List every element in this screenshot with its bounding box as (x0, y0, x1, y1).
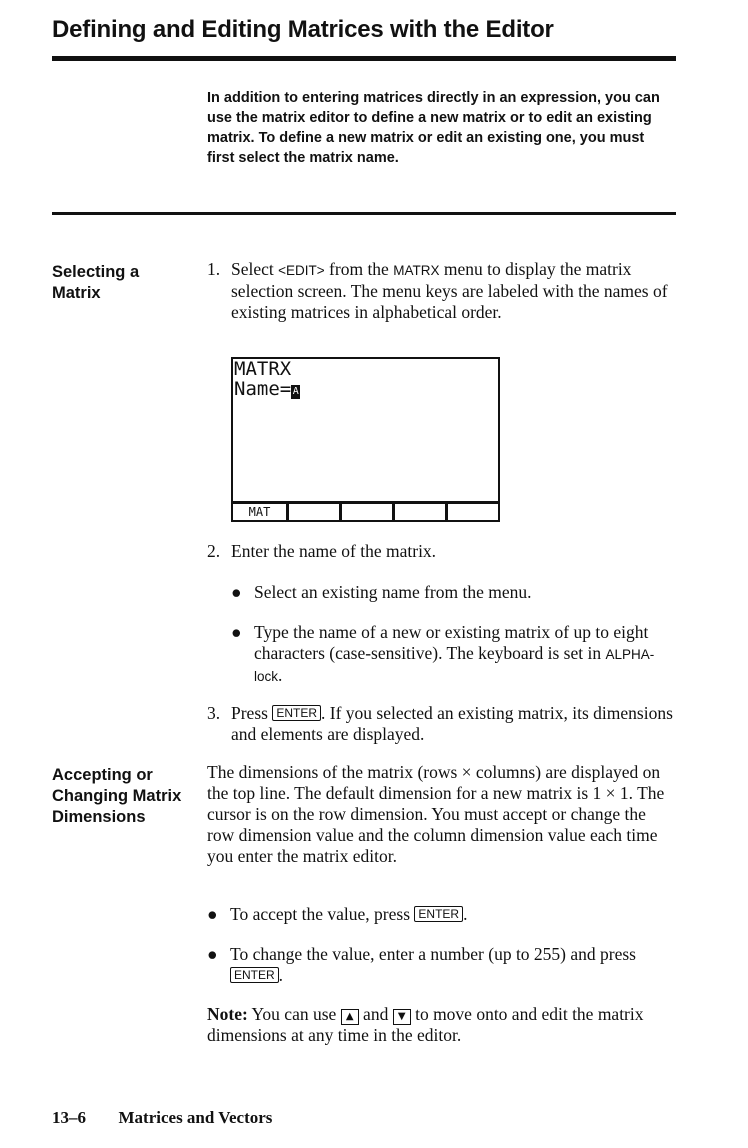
bullet-dot: ● (231, 622, 242, 642)
up-arrow-key-icon: ▲ (341, 1009, 359, 1025)
calculator-screen (231, 357, 500, 522)
note-paragraph (207, 1004, 677, 1046)
section-heading-line: Matrix (52, 284, 101, 302)
dimensions-paragraph: The dimensions of the matrix (rows × columns) are displayed on the top line. The default dimension for a new matrix is 1 × 1. The cursor is on the row dimension. You must accept or change the row dimension value and the column dimension value each time you enter the matrix editor. (207, 762, 665, 866)
screen-line-name (234, 379, 300, 399)
intro-rule (52, 212, 676, 215)
screen-menu-bar (233, 501, 498, 520)
matrx-menu-label: MATRX (393, 263, 440, 278)
enter-key: ENTER (230, 967, 279, 983)
page-number: 13–6 (52, 1108, 86, 1127)
step-text: Select (231, 259, 279, 279)
bullet-item (207, 944, 677, 986)
bullet-text: . (463, 904, 468, 924)
bullet-dot: ● (207, 904, 218, 924)
bullet-item (207, 904, 677, 925)
section-heading-dimensions (52, 765, 181, 828)
step-2 (207, 541, 677, 562)
step-number: 3. (207, 703, 221, 723)
step-number: 2. (207, 541, 221, 561)
screen-cursor: A (292, 386, 299, 397)
step-text: menu to display the matrix selection screen. The menu keys are labeled with the names of existing matrices in alphabetical order. (231, 259, 668, 322)
step-text: Enter the name of the matrix. (231, 541, 437, 561)
bullet-text: To change the value, enter a number (up to 255) and press (230, 944, 636, 964)
screen-name-prompt: Name= (234, 378, 292, 400)
bullet-text: . (278, 665, 283, 685)
alpha-lock-label: ALPHA-lock (254, 647, 655, 684)
menu-key-empty[interactable] (392, 504, 445, 520)
step-3 (207, 703, 677, 745)
enter-key: ENTER (272, 705, 321, 721)
enter-key: ENTER (414, 906, 463, 922)
bullet-text: To accept the value, press (230, 904, 415, 924)
section-heading-line: Changing Matrix (52, 787, 182, 805)
edit-menu-label: <EDIT> (278, 263, 325, 278)
bullet-dot: ● (207, 944, 218, 964)
step-1 (207, 259, 677, 323)
bullet-text: Type the name of a new or existing matrix of up to eight characters (case-sensitive). The keyboard is set in (254, 622, 649, 663)
menu-key-mat[interactable]: MAT (248, 505, 271, 519)
section-heading-line: Accepting or (52, 766, 153, 784)
step-text: . If you selected an existing matrix, its dimensions and elements are displayed. (231, 703, 673, 744)
section-heading-selecting-matrix (52, 262, 139, 304)
menu-key-empty[interactable] (286, 504, 339, 520)
bullet-text: Select an existing name from the menu. (254, 582, 532, 602)
screen-line-matrx: MATRX (234, 358, 292, 380)
section-heading-line: Dimensions (52, 808, 146, 826)
header-rule (52, 56, 676, 61)
page-title: Defining and Editing Matrices with the Editor (52, 16, 554, 43)
step-number: 1. (207, 259, 221, 279)
down-arrow-key-icon: ▼ (393, 1009, 411, 1025)
section-heading-line: Selecting a (52, 263, 140, 281)
bullet-dot: ● (231, 582, 242, 602)
note-text: and (358, 1004, 393, 1024)
bullet-text: . (278, 965, 284, 985)
bullet-item (231, 582, 677, 603)
note-text: to move onto and edit the matrix dimensions at any time in the editor. (207, 1004, 644, 1045)
menu-key-empty[interactable] (339, 504, 392, 520)
bullet-item (231, 622, 677, 687)
chapter-title: Matrices and Vectors (118, 1108, 273, 1127)
note-label: Note: (207, 1004, 248, 1024)
step-text: from the (324, 259, 394, 279)
note-text: You can use (247, 1004, 341, 1024)
menu-key-empty[interactable] (445, 504, 498, 520)
intro-paragraph: In addition to entering matrices directly in an expression, you can use the matrix editor to define a new matrix or to edit an existing matrix. To define a new matrix or edit an existing one, you must first select the matrix name. (207, 90, 660, 166)
step-text: Press (231, 703, 273, 723)
page-footer (52, 1108, 272, 1128)
